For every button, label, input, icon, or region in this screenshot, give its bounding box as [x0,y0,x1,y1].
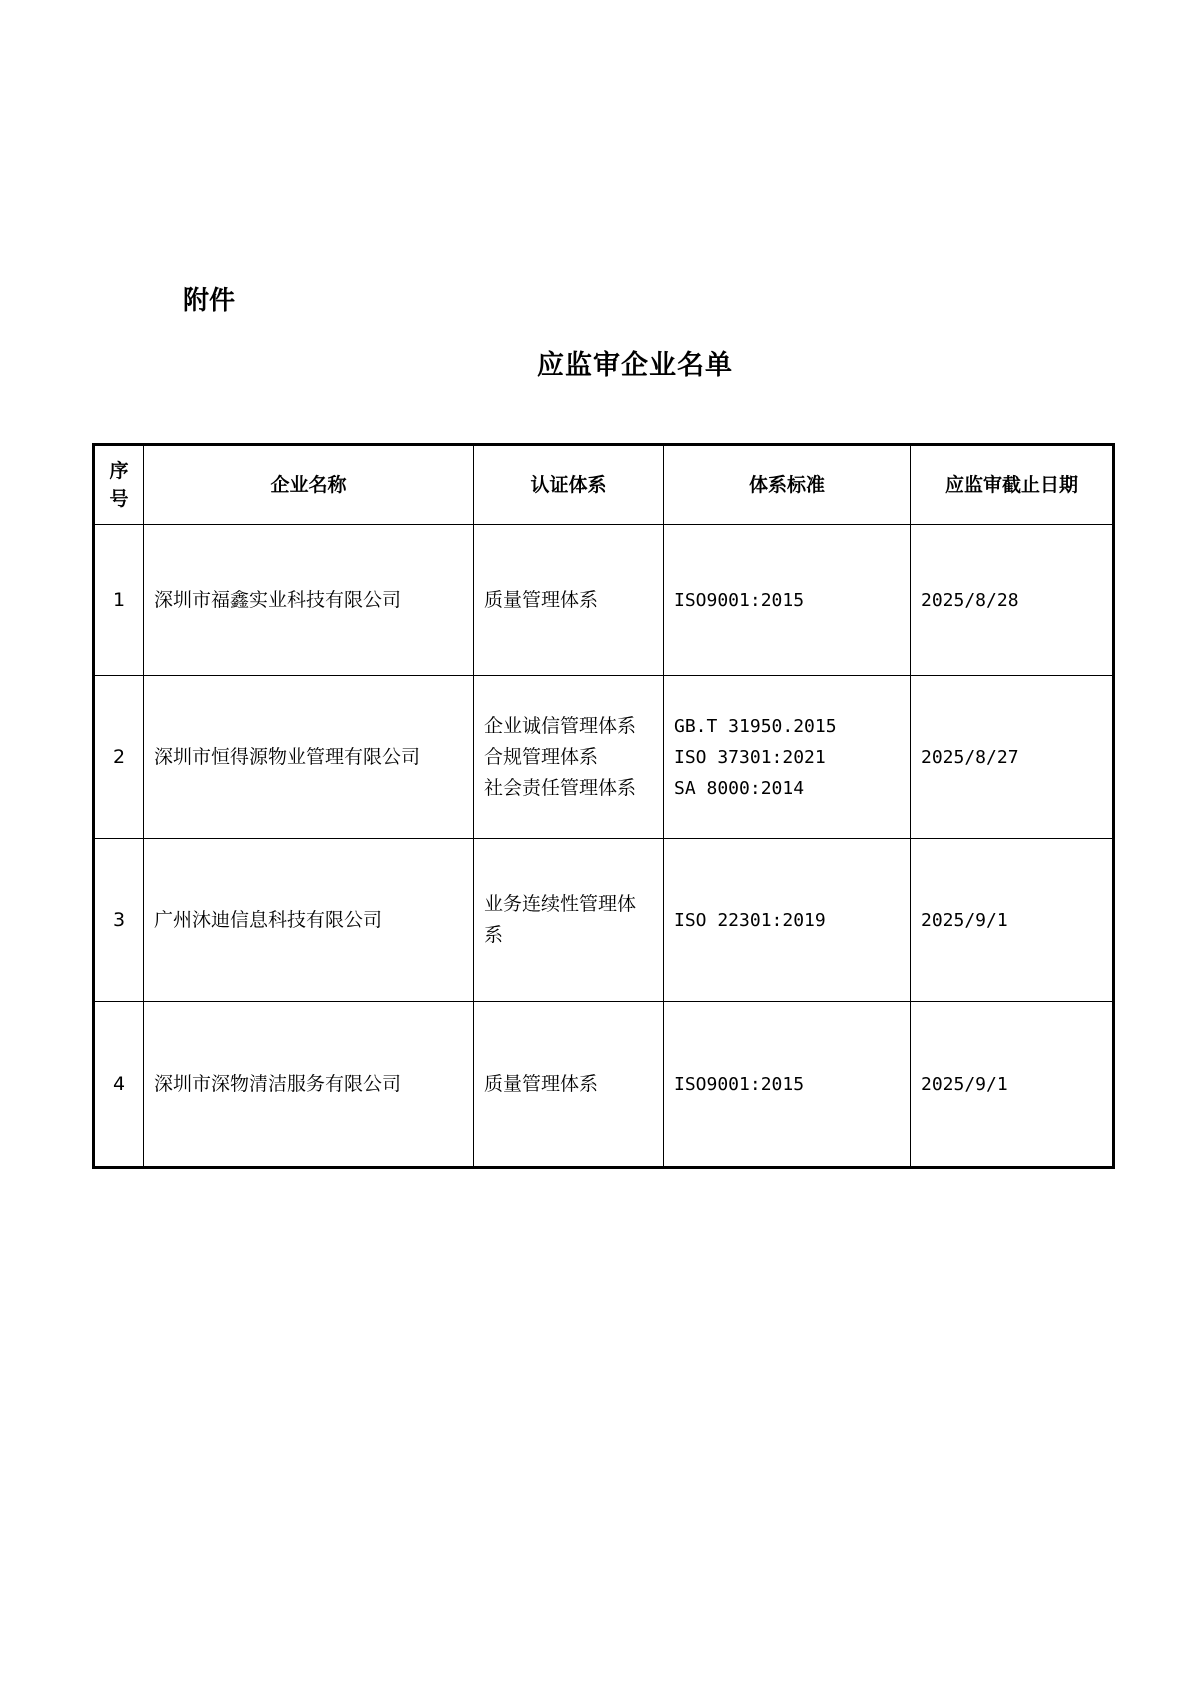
cell-seq: 2 [94,676,144,839]
cell-system [474,839,664,1002]
company-list-table [92,443,1115,1169]
table-row [94,525,1114,676]
page-title: 应监审企业名单 [537,350,733,381]
system-line: 社会责任管理体系 [484,776,637,799]
header-standard: 体系标准 [664,445,911,525]
standard-line: ISO 22301:2019 [674,909,826,931]
header-system: 认证体系 [474,445,664,525]
cell-seq: 3 [94,839,144,1002]
cell-system [474,1002,664,1168]
cell-company: 深圳市深物清洁服务有限公司 [144,1002,474,1168]
cell-seq: 4 [94,1002,144,1168]
cell-standard [664,839,911,1002]
cell-standard [664,1002,911,1168]
header-seq [94,445,144,525]
table-row [94,839,1114,1002]
header-seq-line1: 序 [109,460,129,482]
system-line: 质量管理体系 [484,588,599,611]
cell-company: 广州沐迪信息科技有限公司 [144,839,474,1002]
standard-line: ISO9001:2015 [674,1073,805,1095]
attachment-label: 附件 [183,286,236,316]
cell-deadline: 2025/8/27 [911,676,1114,839]
cell-standard [664,525,911,676]
cell-company: 深圳市恒得源物业管理有限公司 [144,676,474,839]
header-seq-line2: 号 [109,488,129,510]
system-line: 质量管理体系 [484,1072,599,1095]
cell-deadline: 2025/9/1 [911,839,1114,1002]
cell-seq: 1 [94,525,144,676]
table-row [94,676,1114,839]
cell-deadline: 2025/8/28 [911,525,1114,676]
standard-line: ISO9001:2015 [674,589,805,611]
system-line: 企业诚信管理体系 [484,714,637,737]
header-company: 企业名称 [144,445,474,525]
standard-line: ISO 37301:2021 [674,746,826,768]
cell-company: 深圳市福鑫实业科技有限公司 [144,525,474,676]
system-line: 业务连续性管理体系 [484,893,637,946]
header-deadline: 应监审截止日期 [911,445,1114,525]
table-header-row [94,445,1114,525]
cell-deadline: 2025/9/1 [911,1002,1114,1168]
standard-line: GB.T 31950.2015 [674,715,837,737]
system-line: 合规管理体系 [484,745,599,768]
standard-line: SA 8000:2014 [674,777,805,799]
cell-system [474,525,664,676]
table-row [94,1002,1114,1168]
cell-standard [664,676,911,839]
cell-system [474,676,664,839]
